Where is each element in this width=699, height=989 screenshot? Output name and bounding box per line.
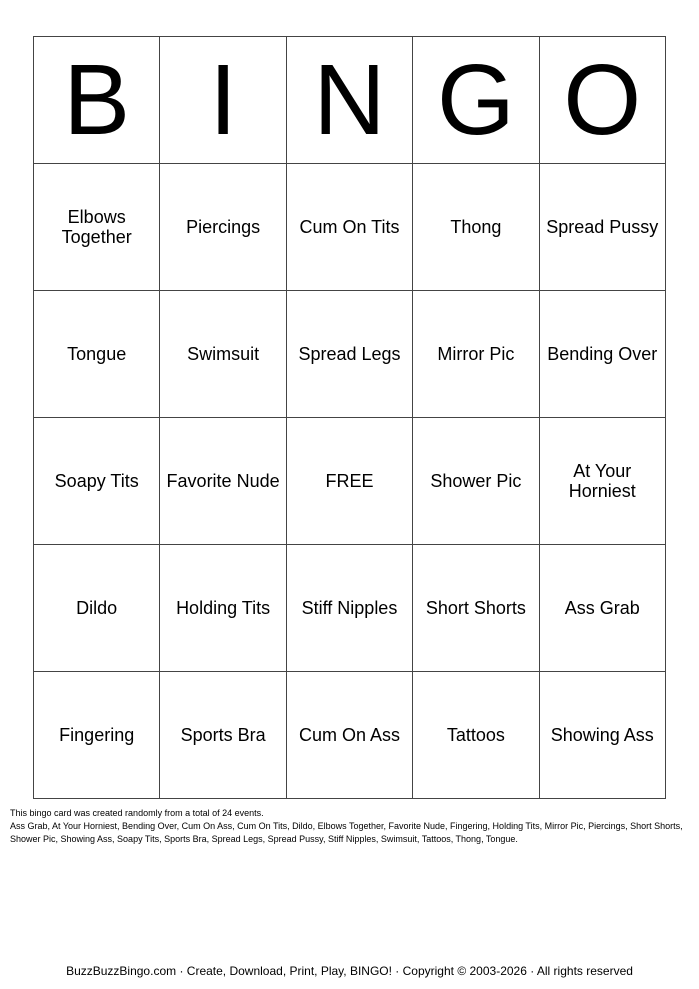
bingo-cell: Dildo bbox=[34, 545, 160, 672]
header-letter-i: I bbox=[160, 37, 286, 164]
header-letter-o: O bbox=[539, 37, 665, 164]
bingo-cell: Showing Ass bbox=[539, 672, 665, 799]
bingo-cell: Holding Tits bbox=[160, 545, 286, 672]
bingo-row bbox=[34, 164, 666, 291]
bingo-cell: At Your Horniest bbox=[539, 418, 665, 545]
bingo-cell: Cum On Tits bbox=[286, 164, 412, 291]
bingo-cell: Soapy Tits bbox=[34, 418, 160, 545]
bingo-cell: Spread Legs bbox=[286, 291, 412, 418]
bingo-row bbox=[34, 672, 666, 799]
header-letter-n: N bbox=[286, 37, 412, 164]
bingo-cell: Shower Pic bbox=[413, 418, 539, 545]
card-generation-note bbox=[10, 807, 690, 846]
bingo-cell: Tongue bbox=[34, 291, 160, 418]
bingo-cell: Fingering bbox=[34, 672, 160, 799]
bingo-row bbox=[34, 545, 666, 672]
note-events-list: Ass Grab, At Your Horniest, Bending Over, Cum On Ass, Cum On Tits, Dildo, Elbows Together, Favorite Nude, Fingering, Holding Tits, Mirror Pic, Piercings, Short Shorts, Shower Pic, Showing Ass, Soapy Tits, Sports Bra, Spread Legs, Spread Pussy, Stiff Nipples, Swimsuit, Tattoos, Thong, Tongue. bbox=[10, 821, 683, 844]
bingo-card bbox=[33, 36, 666, 799]
bingo-cell: Sports Bra bbox=[160, 672, 286, 799]
bingo-cell: Elbows Together bbox=[34, 164, 160, 291]
bingo-cell: Stiff Nipples bbox=[286, 545, 412, 672]
bingo-cell: Cum On Ass bbox=[286, 672, 412, 799]
bingo-cell: Favorite Nude bbox=[160, 418, 286, 545]
bingo-row bbox=[34, 418, 666, 545]
bingo-row bbox=[34, 291, 666, 418]
bingo-cell: Bending Over bbox=[539, 291, 665, 418]
bingo-free-cell: FREE bbox=[286, 418, 412, 545]
bingo-header-row bbox=[34, 37, 666, 164]
bingo-cell: Swimsuit bbox=[160, 291, 286, 418]
bingo-cell: Tattoos bbox=[413, 672, 539, 799]
bingo-cell: Thong bbox=[413, 164, 539, 291]
bingo-cell: Spread Pussy bbox=[539, 164, 665, 291]
note-intro: This bingo card was created randomly from a total of 24 events. bbox=[10, 808, 264, 818]
bingo-cell: Ass Grab bbox=[539, 545, 665, 672]
bingo-cell: Mirror Pic bbox=[413, 291, 539, 418]
header-letter-b: B bbox=[34, 37, 160, 164]
bingo-cell: Short Shorts bbox=[413, 545, 539, 672]
site-footer: BuzzBuzzBingo.com · Create, Download, Print, Play, BINGO! · Copyright © 2003-2026 · All rights reserved bbox=[66, 964, 633, 978]
header-letter-g: G bbox=[413, 37, 539, 164]
bingo-cell: Piercings bbox=[160, 164, 286, 291]
